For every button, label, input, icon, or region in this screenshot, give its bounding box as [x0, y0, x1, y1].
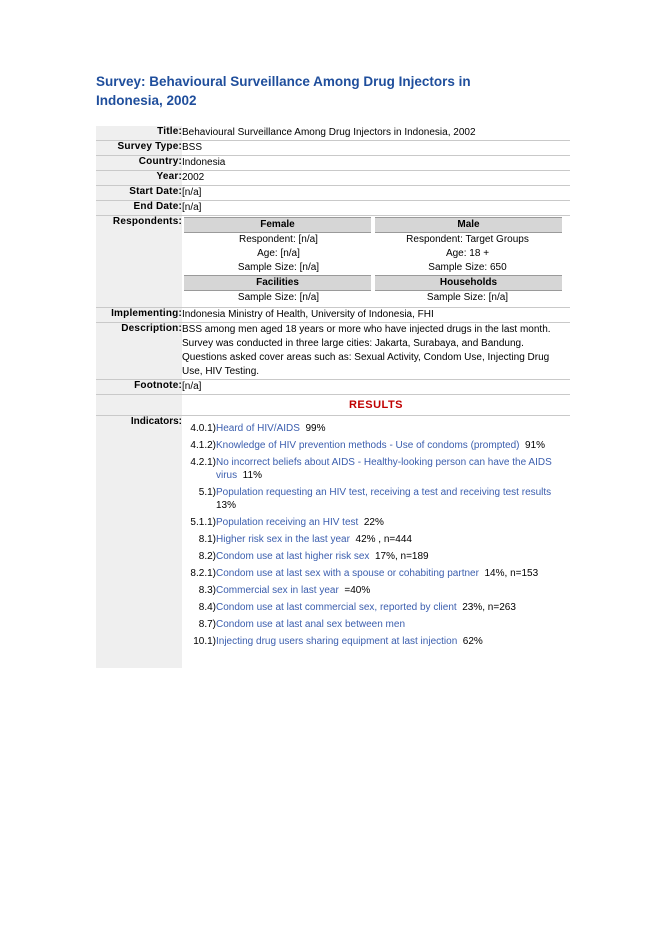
- field-label-year: Year:: [96, 171, 182, 186]
- indicator-text-cell: [216, 565, 570, 582]
- indicators-table: [182, 420, 570, 650]
- field-label-footnote: Footnote:: [96, 380, 182, 395]
- field-value-implementing: Indonesia Ministry of Health, University of Indonesia, FHI: [182, 308, 570, 323]
- table-row-survey-type: [96, 141, 570, 156]
- field-label-start-date: Start Date:: [96, 186, 182, 201]
- table-row-end-date: [96, 201, 570, 216]
- bottom-right-fill: [182, 650, 570, 668]
- indicator-text-cell: [216, 531, 570, 548]
- indicator-text-cell: [216, 616, 570, 633]
- table-row-start-date: [96, 186, 570, 201]
- table-row-bottom-fill: [96, 650, 570, 668]
- table-row-indicators: [96, 416, 570, 651]
- indicator-number: 8.1): [198, 534, 216, 545]
- indicator-link[interactable]: Population receiving an HIV test: [216, 517, 359, 528]
- respondents-facility-sample-row: [184, 291, 562, 306]
- indicator-row: [182, 454, 570, 484]
- indicator-row: [182, 484, 570, 514]
- indicator-value: 23%, n=263: [456, 602, 516, 613]
- survey-details-table: [96, 126, 570, 668]
- male-respondent: Respondent: Target Groups: [406, 234, 529, 245]
- indicator-row: [182, 582, 570, 599]
- indicator-text-cell: [216, 484, 570, 514]
- indicator-row: [182, 633, 570, 650]
- indicator-link[interactable]: No incorrect beliefs about AIDS - Healthy-looking person can have the AIDS virus: [216, 457, 552, 481]
- indicator-number: 8.4): [198, 602, 216, 613]
- indicator-link[interactable]: Condom use at last sex with a spouse or cohabiting partner: [216, 568, 479, 579]
- field-value-end-date: [n/a]: [182, 201, 570, 216]
- indicators-body: [182, 420, 570, 650]
- field-label-implementing: Implementing:: [96, 308, 182, 323]
- table-row-footnote: [96, 380, 570, 395]
- indicator-row: [182, 514, 570, 531]
- indicator-row: [182, 437, 570, 454]
- indicator-row: [182, 565, 570, 582]
- respondents-header-female: Female: [184, 218, 373, 233]
- field-value-country: Indonesia: [182, 156, 570, 171]
- field-label-description: Description:: [96, 323, 182, 380]
- indicator-number: 8.2.1): [190, 568, 216, 579]
- indicator-number: 5.1): [198, 487, 216, 498]
- field-label-country: Country:: [96, 156, 182, 171]
- table-row-results-heading: [96, 395, 570, 416]
- indicator-number: 10.1): [193, 636, 216, 647]
- respondents-breakdown-table: [184, 217, 562, 305]
- female-age: Age: [n/a]: [257, 248, 300, 259]
- indicator-text-cell: [216, 454, 570, 484]
- indicator-row: [182, 599, 570, 616]
- indicator-text-cell: [216, 514, 570, 531]
- table-row-respondents: [96, 216, 570, 308]
- indicator-number: 4.2.1): [190, 457, 216, 468]
- indicator-text-cell: [216, 420, 570, 437]
- results-heading-spacer: [96, 395, 182, 416]
- indicator-link[interactable]: Condom use at last commercial sex, reported by client: [216, 602, 457, 613]
- households-sample-size: Sample Size: [n/a]: [426, 292, 509, 303]
- indicator-link[interactable]: Commercial sex in last year: [216, 585, 339, 596]
- table-row-country: [96, 156, 570, 171]
- table-row-description: [96, 323, 570, 380]
- indicator-row: [182, 548, 570, 565]
- indicator-number: 8.7): [198, 619, 216, 630]
- indicator-row: [182, 531, 570, 548]
- page-title: Survey: Behavioural Surveillance Among Drug Injectors in Indonesia, 2002: [96, 74, 471, 108]
- indicator-text-cell: [216, 437, 570, 454]
- male-sample-size: Sample Size: 650: [428, 262, 507, 273]
- table-row-title: [96, 126, 570, 141]
- table-row-year: [96, 171, 570, 186]
- field-label-indicators: Indicators:: [96, 416, 182, 651]
- indicator-number: 8.2): [198, 551, 216, 562]
- indicator-value: 17%, n=189: [369, 551, 429, 562]
- indicator-link[interactable]: Condom use at last higher risk sex: [216, 551, 370, 562]
- indicator-value: 91%: [519, 440, 546, 451]
- field-value-survey-type: BSS: [182, 141, 570, 156]
- indicator-text-cell: [216, 582, 570, 599]
- respondents-header-facilities: Facilities: [184, 276, 373, 291]
- female-respondent: Respondent: [n/a]: [239, 234, 318, 245]
- indicator-number: 4.1.2): [190, 440, 216, 451]
- indicator-link[interactable]: Condom use at last anal sex between men: [216, 619, 405, 630]
- indicator-row: [182, 616, 570, 633]
- respondents-header-households: Households: [373, 276, 562, 291]
- indicator-link[interactable]: Heard of HIV/AIDS: [216, 423, 300, 434]
- indicator-row: [182, 420, 570, 437]
- respondents-respondent-row: [184, 233, 562, 248]
- bottom-left-fill: [96, 650, 182, 668]
- indicator-value: =40%: [338, 585, 371, 596]
- indicator-number: 8.3): [198, 585, 216, 596]
- respondents-group-header-row: [184, 218, 562, 233]
- document-content: [96, 72, 570, 668]
- results-heading: RESULTS: [348, 399, 404, 411]
- field-label-survey-type: Survey Type:: [96, 141, 182, 156]
- indicator-link[interactable]: Knowledge of HIV prevention methods - Use of condoms (prompted): [216, 440, 520, 451]
- field-value-description: BSS among men aged 18 years or more who have injected drugs in the last month. Survey was conducted in three large cities: Jakarta, Surabaya, and Bandung. Questions asked cover areas such as: Sexual Activity, Condom Use, Injecting Drug Use, HIV Testing.: [182, 323, 570, 380]
- respondents-facility-header-row: [184, 276, 562, 291]
- female-sample-size: Sample Size: [n/a]: [237, 262, 320, 273]
- field-value-title: Behavioural Surveillance Among Drug Injectors in Indonesia, 2002: [182, 126, 570, 141]
- indicator-value: 14%, n=153: [478, 568, 539, 579]
- table-row-implementing: [96, 308, 570, 323]
- indicator-number: 5.1.1): [190, 517, 216, 528]
- indicator-value: 42% , n=444: [349, 534, 412, 545]
- results-heading-cell: [182, 395, 570, 416]
- field-label-respondents: Respondents:: [96, 216, 182, 308]
- respondents-header-male: Male: [373, 218, 562, 233]
- indicator-link[interactable]: Population requesting an HIV test, receiving a test and receiving test results: [216, 487, 552, 498]
- male-age: Age: 18 +: [445, 248, 490, 259]
- indicator-link[interactable]: Higher risk sex in the last year: [216, 534, 350, 545]
- indicator-text-cell: [216, 633, 570, 650]
- indicators-list-cell: [182, 416, 570, 651]
- field-value-footnote: [n/a]: [182, 380, 570, 395]
- indicator-value: 99%: [299, 423, 326, 434]
- indicator-text-cell: [216, 599, 570, 616]
- indicator-value: 62%: [457, 636, 483, 647]
- facilities-sample-size: Sample Size: [n/a]: [237, 292, 320, 303]
- indicator-link[interactable]: Injecting drug users sharing equipment at last injection: [216, 636, 458, 647]
- indicator-value: 13%: [216, 487, 554, 511]
- field-value-year: 2002: [182, 171, 570, 186]
- respondents-sample-row: [184, 261, 562, 276]
- indicator-value: 11%: [237, 470, 262, 481]
- respondents-age-row: [184, 247, 562, 261]
- indicator-number: 4.0.1): [190, 423, 216, 434]
- field-label-end-date: End Date:: [96, 201, 182, 216]
- indicator-value: 22%: [358, 517, 384, 528]
- indicator-text-cell: [216, 548, 570, 565]
- field-value-start-date: [n/a]: [182, 186, 570, 201]
- field-value-respondents: [182, 216, 570, 308]
- field-label-title: Title:: [96, 126, 182, 141]
